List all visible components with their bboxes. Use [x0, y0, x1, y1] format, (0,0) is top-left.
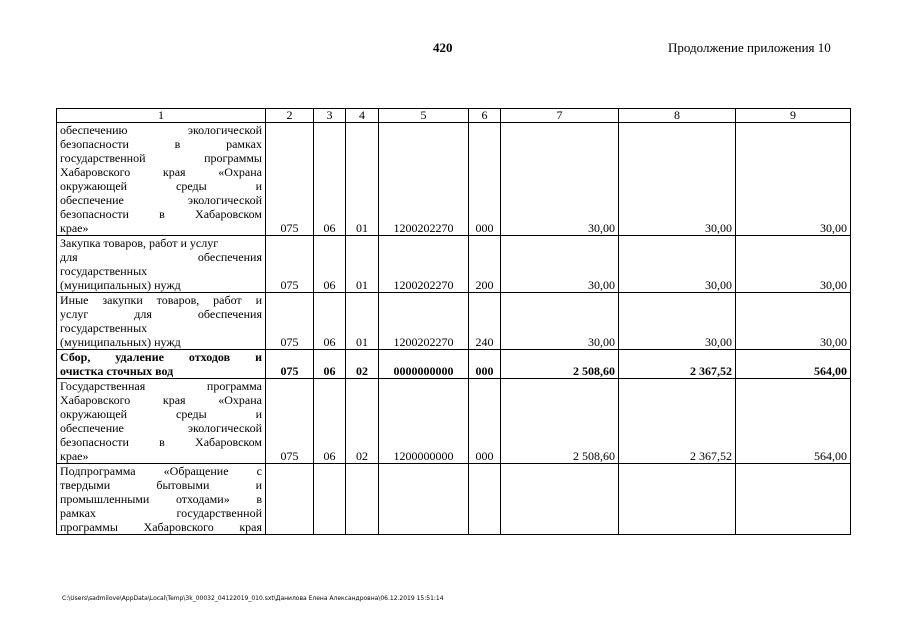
- row-name: [57, 350, 266, 379]
- amount-col-9: 30,00: [736, 293, 851, 350]
- row-name-line: государственной программы: [60, 151, 262, 165]
- column-number: 9: [736, 109, 851, 123]
- file-path-footer: C:\Users\sadmilove\AppData\Local\Temp\3k_00032_04122019_010.sxt\Данилова Елена Александровна\06.12.2019 15:51:14: [62, 595, 444, 602]
- row-name-line: программы Хабаровского края: [60, 520, 262, 534]
- amount-col-8: 30,00: [619, 236, 736, 293]
- column-number: 3: [314, 109, 346, 123]
- subsection-code: [346, 464, 379, 535]
- row-name-line: промышленными отходами» в: [60, 492, 262, 506]
- section-code: [314, 464, 346, 535]
- row-name: [57, 293, 266, 350]
- row-name-line: (муниципальных) нужд: [60, 335, 181, 349]
- amount-col-8: 2 367,52: [619, 350, 736, 379]
- amount-col-9: 30,00: [736, 123, 851, 236]
- row-name-line: Хабаровского края «Охрана: [60, 393, 262, 407]
- row-name-line: твердыми бытовыми и: [60, 478, 262, 492]
- amount-col-8: 2 367,52: [619, 379, 736, 464]
- row-name: [57, 379, 266, 464]
- table-row: [57, 236, 851, 293]
- target-article-code: 1200000000: [379, 379, 469, 464]
- column-number-row: [57, 109, 851, 123]
- admin-code: [266, 464, 314, 535]
- admin-code: 075: [266, 236, 314, 293]
- section-code: 06: [314, 123, 346, 236]
- expense-type-code: [469, 464, 501, 535]
- admin-code: 075: [266, 379, 314, 464]
- amount-col-8: 30,00: [619, 293, 736, 350]
- column-number: 7: [501, 109, 619, 123]
- row-name-line: безопасности в Хабаровском: [60, 207, 262, 221]
- column-number: 4: [346, 109, 379, 123]
- row-name-line: Государственная программа: [60, 379, 262, 393]
- page-number: 420: [433, 40, 453, 55]
- expense-type-code: 240: [469, 293, 501, 350]
- target-article-code: 1200202270: [379, 236, 469, 293]
- expense-type-code: 000: [469, 123, 501, 236]
- amount-col-7: 30,00: [501, 123, 619, 236]
- subsection-code: 01: [346, 236, 379, 293]
- row-name-line: окружающей среды и: [60, 407, 262, 421]
- row-name-line: услуг для обеспечения: [60, 307, 262, 321]
- amount-col-7: 2 508,60: [501, 350, 619, 379]
- admin-code: 075: [266, 293, 314, 350]
- amount-col-7: 30,00: [501, 293, 619, 350]
- row-name-line: Закупка товаров, работ и услуг: [60, 236, 219, 250]
- amount-col-7: 30,00: [501, 236, 619, 293]
- amount-col-7: 2 508,60: [501, 379, 619, 464]
- row-name-line: обеспечению экологической: [60, 123, 262, 137]
- row-name: [57, 236, 266, 293]
- target-article-code: 1200202270: [379, 293, 469, 350]
- row-name-line: государственных: [60, 264, 148, 278]
- section-code: 06: [314, 236, 346, 293]
- row-name-line: рамках государственной: [60, 506, 262, 520]
- row-name-line: Сбор, удаление отходов и: [60, 350, 262, 364]
- target-article-code: [379, 464, 469, 535]
- table-row: [57, 293, 851, 350]
- subsection-code: 01: [346, 123, 379, 236]
- expense-type-code: 000: [469, 379, 501, 464]
- section-code: 06: [314, 293, 346, 350]
- target-article-code: 1200202270: [379, 123, 469, 236]
- expense-type-code: 200: [469, 236, 501, 293]
- row-name-line: безопасности в Хабаровском: [60, 435, 262, 449]
- budget-table: [56, 108, 851, 535]
- expense-type-code: 000: [469, 350, 501, 379]
- row-name-line: государственных: [60, 321, 148, 335]
- amount-col-9: 564,00: [736, 350, 851, 379]
- row-name-line: безопасности в рамках: [60, 137, 262, 151]
- table-row: [57, 123, 851, 236]
- row-name-line: очистка сточных вод: [60, 364, 174, 378]
- row-name-line: Иные закупки товаров, работ и: [60, 293, 262, 307]
- row-name: [57, 123, 266, 236]
- section-code: 06: [314, 379, 346, 464]
- row-name-line: Подпрограмма «Обращение с: [60, 464, 262, 478]
- amount-col-9: [736, 464, 851, 535]
- row-name-line: крае»: [60, 449, 89, 463]
- amount-col-7: [501, 464, 619, 535]
- continuation-label: Продолжение приложения 10: [668, 40, 831, 55]
- table-row: [57, 379, 851, 464]
- subsection-code: 02: [346, 350, 379, 379]
- column-number: 5: [379, 109, 469, 123]
- column-number: 6: [469, 109, 501, 123]
- admin-code: 075: [266, 123, 314, 236]
- row-name-line: обеспечение экологической: [60, 193, 262, 207]
- amount-col-9: 564,00: [736, 379, 851, 464]
- row-name-line: окружающей среды и: [60, 179, 262, 193]
- table-row-total: [57, 350, 851, 379]
- column-number: 1: [57, 109, 266, 123]
- amount-col-8: 30,00: [619, 123, 736, 236]
- row-name: [57, 464, 266, 535]
- subsection-code: 01: [346, 293, 379, 350]
- admin-code: 075: [266, 350, 314, 379]
- section-code: 06: [314, 350, 346, 379]
- row-name-line: обеспечение экологической: [60, 421, 262, 435]
- column-number: 8: [619, 109, 736, 123]
- subsection-code: 02: [346, 379, 379, 464]
- row-name-line: для обеспечения: [60, 250, 262, 264]
- amount-col-8: [619, 464, 736, 535]
- target-article-code: 0000000000: [379, 350, 469, 379]
- row-name-line: (муниципальных) нужд: [60, 278, 181, 292]
- table-row: [57, 464, 851, 535]
- column-number: 2: [266, 109, 314, 123]
- row-name-line: крае»: [60, 221, 89, 235]
- amount-col-9: 30,00: [736, 236, 851, 293]
- row-name-line: Хабаровского края «Охрана: [60, 165, 262, 179]
